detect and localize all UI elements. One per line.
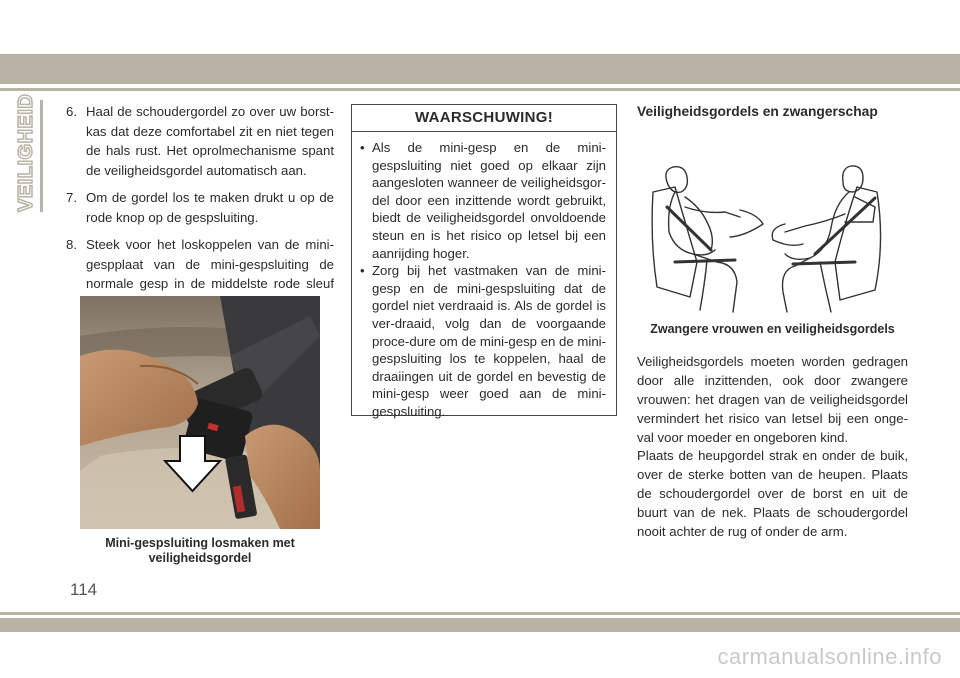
- warning-text: Zorg bij het vastmaken van de mini-gesp en de mini-gespsluiting dat de gordel niet verdraaid is. Als de gordel is ver-draaid, volg dan de voorgaande proce-dure om de mini-gesp en de mini-gespsluiting los te koppelen, haal de draaiingen uit de gordel en bevestig de mini-gesp weer goed aan de mini-gespsluiting.: [372, 263, 606, 419]
- step-number: 6.: [66, 104, 77, 119]
- warning-title: WAARSCHUWING!: [352, 105, 616, 132]
- instructions-column: [66, 102, 334, 321]
- footer-rule: [0, 612, 960, 615]
- footer-band: [0, 618, 960, 632]
- step-number: 8.: [66, 237, 77, 252]
- illustration-caption: Zwangere vrouwen en veiligheidsgordels: [650, 322, 895, 336]
- buckle-photo: [80, 296, 320, 529]
- pregnancy-illustration: [645, 162, 887, 322]
- step-item: [66, 188, 334, 227]
- page-number: 114: [70, 580, 98, 599]
- section-title: VEILIGHEID: [14, 93, 37, 212]
- warning-text: Als de mini-gesp en de mini-gespsluiting niet goed op elkaar zijn aangesloten wanneer de veiligheidsgor-del door een inzittende wordt gebruikt, biedt de veiligheidsgordel onvoldoende steun en is het risico op letsel bij een aanrijding hoger.: [372, 140, 606, 261]
- pregnant-woman-side-icon: [652, 167, 763, 312]
- warning-bullet: [360, 139, 606, 262]
- pregnancy-paragraph-1: Veiligheidsgordels moeten worden gedragen door alle inzittenden, ook door zwangere vrouwen: het dragen van de veiligheidsgordel vermindert het risico van letsel bij een onge-val voor moeder en ongeboren kind.: [637, 354, 908, 445]
- header-band: [0, 54, 960, 84]
- step-text: Haal de schoudergordel zo over uw borst-kas dat deze comfortabel zit en niet tegen de hals rust. Het oprolmechanisme spant de veiligheidsgordel automatisch aan.: [86, 104, 334, 178]
- step-item: [66, 102, 334, 180]
- step-text: Om de gordel los te maken drukt u op de rode knop op de gespsluiting.: [86, 190, 334, 225]
- bullet-dot-icon: •: [360, 263, 365, 279]
- warning-box: [351, 104, 617, 419]
- section-tab-rule: [40, 100, 43, 212]
- pregnancy-paragraph-2: Plaats de heupgordel strak en onder de buik, over de sterke botten van de heupen. Plaats de schoudergordel over de borst en uit de buurt van de nek. Plaats de schoudergordel nooit achter de rug of onder de arm.: [637, 448, 908, 539]
- bullet-dot-icon: •: [360, 140, 365, 155]
- warning-bullet: [360, 262, 606, 420]
- pregnant-woman-angled-icon: [772, 166, 880, 312]
- watermark: carmanualsonline.info: [717, 644, 942, 669]
- section-heading: Veiligheidsgordels en zwangerschap: [637, 104, 878, 119]
- section-tab: [12, 93, 40, 212]
- header-rule: [0, 88, 960, 91]
- warning-body: [352, 132, 616, 421]
- step-text: Steek voor het loskoppelen van de mini-gespplaat van de mini-gespsluiting de normale gesp in de middelste rode sleuf: [86, 237, 334, 291]
- photo-caption: Mini-gespsluiting losmaken met veiligheidsgordel: [105, 536, 295, 565]
- pregnancy-column: [637, 102, 908, 122]
- step-number: 7.: [66, 190, 77, 205]
